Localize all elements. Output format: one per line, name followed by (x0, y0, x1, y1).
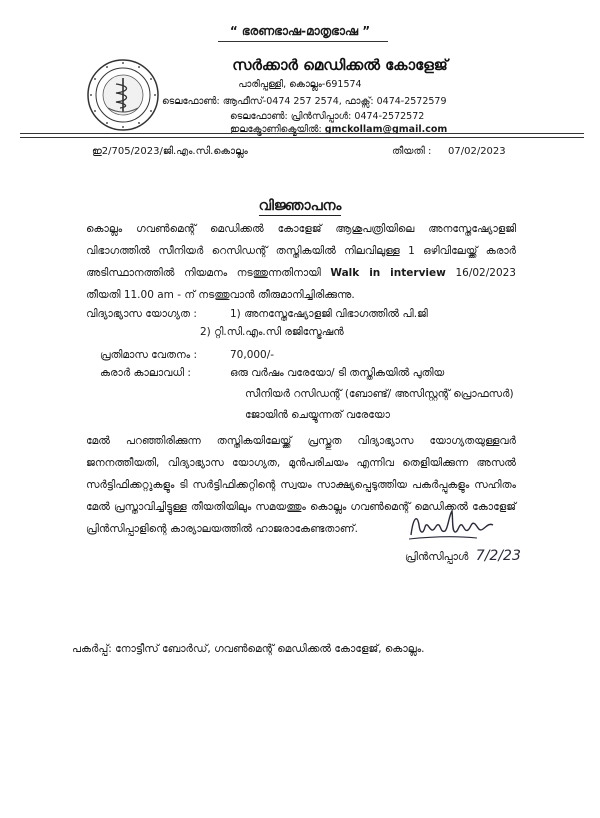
duration-line-1: ഒരു വർഷം വരേയോ/ ടി തസ്തികയിൽ പുതിയ (230, 367, 445, 379)
para1-pre: കൊല്ലം ഗവൺമെന്റ് മെഡിക്കൽ കോളേജ് ആശുപത്രിയിലെ അനസ്തേഷ്യോളജി വിഭാഗത്തിൽ സീനിയർ റെസിഡന്റ് തസ്തികയിൽ നിലവിലുള്ള 1 ഒഴിവിലേയ്ക്ക് കരാർ അടിസ്ഥാനത്തിൽ നിയമനം നടത്തുന്നതിനായി (86, 223, 516, 279)
duration-line-2: സീനിയർ റസിഡന്റ് (ബോണ്ട്/ അസിസ്റ്റന്റ് പ്രൊഫസർ) (245, 388, 514, 400)
email-label: ഇലക്ട്രോണിക്മെയിൽ: (230, 124, 322, 135)
qualification-2: 2) റ്റി.സി.എം.സി രജിസ്ട്രേഷൻ (200, 326, 344, 338)
notice-heading-text: വിജ്ഞാപനം (258, 198, 342, 214)
handwritten-date: 7/2/23 (475, 548, 521, 564)
date-label: തീയതി : (392, 146, 432, 157)
para1-post: 16/02/2023 തീയതി 11.00 am - ന് നടത്തുവാൻ തീരുമാനിച്ചിരിക്കുന്നു. (86, 267, 516, 301)
salary-label: പ്രതിമാസ വേതനം : (100, 349, 198, 361)
duration-label: കരാർ കാലാവധി : (100, 367, 191, 379)
college-seal-icon (86, 58, 160, 132)
college-name: സർക്കാർ മെഡിക്കൽ കോളേജ് (232, 56, 448, 74)
principal-label: പ്രിൻസിപ്പാൾ (405, 551, 469, 563)
qualification-1: 1) അനസ്തേഷ്യോളജി വിഭാഗത്തിൽ പി.ജി (230, 308, 428, 320)
signature-icon (407, 505, 497, 545)
principal-signature-line (405, 548, 521, 564)
date-value: 07/02/2023 (448, 146, 506, 157)
reference-number: ഇ2/705/2023/ജി.എം.സി.കൊല്ലം (92, 146, 248, 157)
notice-heading (0, 198, 600, 214)
salary-value: 70,000/- (230, 349, 275, 361)
qualification-label: വിദ്യാഭ്യാസ യോഗ്യത : (86, 308, 197, 320)
motto: “ ഭരണഭാഷ-മാതൃഭാഷ ” (229, 24, 371, 38)
divider-top (218, 41, 388, 42)
telephone-line: ടെലഫോൺ: ആഫീസ്-0474 257 2574, ഫാക്സ്: 0474-2572579 (162, 96, 447, 107)
walk-in-interview: Walk in interview (330, 267, 446, 279)
paragraph-instructions: മേൽ പറഞ്ഞിരിക്കുന്ന തസ്തികയിലേയ്ക്ക് പ്രസ്തുത വിദ്യാഭ്യാസ യോഗ്യതയുള്ളവർ ജനനത്തീയതി, വിദ്യാഭ്യാസ യോഗ്യത, മുൻപരിചയം എന്നിവ തെളിയിക്കുന്ന അസൽ സർട്ടിഫിക്കറ്റുകളും ടി സർട്ടിഫിക്കറ്റിന്റെ സ്വയം സാക്ഷ്യപ്പെടുത്തിയ പകർപ്പുകളും സഹിതം മേൽ പ്രസ്താവിച്ചിട്ടുള്ള തീയതിയിലും സമയത്തും കൊല്ലം ഗവൺമെന്റ് മെഡിക്കൽ കോളേജ് പ്രിൻസിപ്പാളിന്റെ കാര്യാലയത്തിൽ ഹാജരാകേണ്ടതാണ്. (86, 435, 516, 535)
copy-to: പകർപ്പ്: നോട്ടീസ് ബോർഡ്, ഗവൺമെന്റ് മെഡിക്കൽ കോളേജ്, കൊല്ലം. (72, 643, 425, 655)
principal-phone-line: ടെലഫോൺ: പ്രിൻസിപ്പാൾ: 0474-2572572 (230, 111, 425, 122)
address: പാരിപ്പള്ളി, കൊല്ലം-691574 (238, 79, 362, 90)
divider-rule-1 (20, 133, 584, 134)
paragraph-announcement (86, 218, 516, 306)
email-link[interactable]: gmckollam@gmail.com (324, 124, 448, 135)
duration-line-3: ജോയിൻ ചെയ്യുന്നത് വരേയോ (245, 409, 390, 421)
divider-rule-2 (20, 137, 584, 138)
